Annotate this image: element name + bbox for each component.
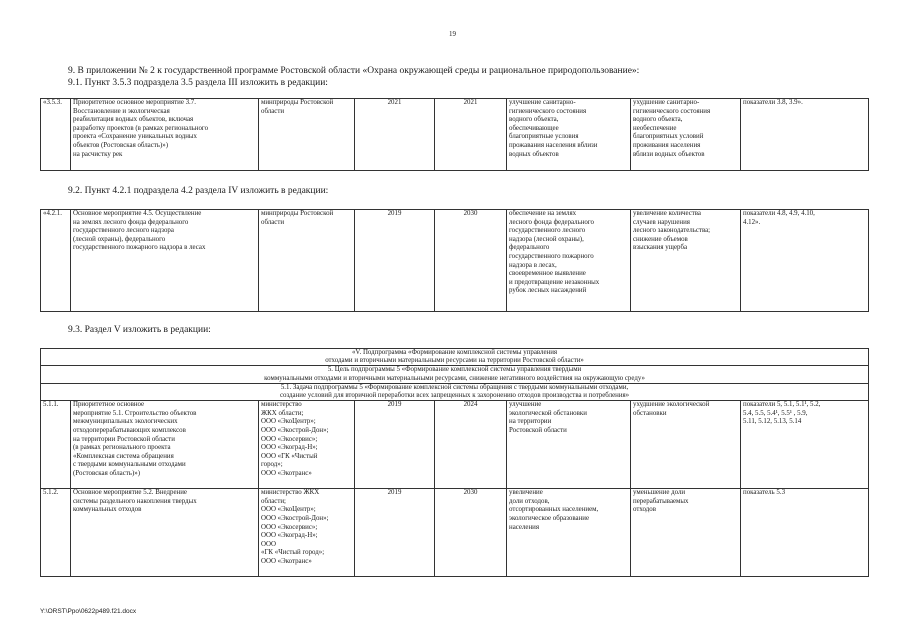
subprogram-task: 5.1. Задача подпрограммы 5 «Формирование комплексной системы обращения с твердыми коммунальными отходами, создание условий для вторичной переработки всех запрещенных к захоронению отходов производства и потребления» [41, 383, 869, 400]
table-section-v [40, 348, 869, 577]
non-implementation-consequence: ухудшение экологической обстановки [631, 401, 741, 489]
end-year: 2030 [435, 489, 507, 577]
non-implementation-consequence: увеличение количества случаев нарушения лесного законодательства; снижение объемов взыскания ущерба [631, 210, 741, 312]
executor: министерство ЖКХ области; ООО «ЭкоЦентр»; ООО «Экострой-Дон»; ООО «Экосервис»; ООО «Экоград-Н»; ООО «ГК «Чистый город»; ООО «Экотранс» [259, 489, 355, 577]
start-year: 2019 [355, 401, 435, 489]
expected-result: улучшение санитарно- гигиенического состояния водного объекта, обеспечивающее благоприятные условия прожавания населения вблизи водных объектов [507, 99, 631, 171]
row-number: «4.2.1. [41, 210, 71, 312]
non-implementation-consequence: ухудшение санитарно- гигиенического состояния водного объекта, необеспечение благоприятных условий проживания населения вблизи водных объектов [631, 99, 741, 171]
expected-result: обеспечение на землях лесного фонда федерального государственного лесного надзора (лесной охраны), федерального государственного пожарного надзора в лесах, своевременное выявление и предотвращение незаконных рубок лесных насаждений [507, 210, 631, 312]
executor: минприроды Ростовской области [259, 210, 355, 312]
executor: министерство ЖКХ области; ООО «ЭкоЦентр»; ООО «Экострой-Дон»; ООО «Экосервис»; ООО «Экоград-Н»; ООО «ГК «Чистый город»; ООО «Экотранс» [259, 401, 355, 489]
subsection-9-2-heading: 9.2. Пункт 4.2.1 подраздела 4.2 раздела IV изложить в редакции: [68, 186, 329, 196]
page-number: 19 [449, 30, 456, 38]
subsection-9-1-heading: 9.1. Пункт 3.5.3 подраздела 3.5 раздела III изложить в редакции: [68, 78, 328, 88]
event-name: Приоритетное основное мероприятие 5.1. Строительство объектов межмуниципальных экологических отходоперерабатывающих комплексов на территории Ростовской области (в рамках регионального проекта «Комплексная система обращения с твердыми коммунальными отходами (Ростовская область)») [71, 401, 259, 489]
row-number: «3.5.3. [41, 99, 71, 171]
section-header-row [41, 349, 869, 366]
subprogram-goal: 5. Цель подпрограммы 5 «Формирование комплексной системы управления твердыми коммунальными отходами и вторичными материальными ресурсами, снижение негативного воздействия на окружающую среду» [41, 366, 869, 383]
table-row [41, 99, 869, 171]
table-4-2-1 [40, 209, 869, 312]
subprogram-title: «V. Подпрограмма «Формирование комплексной системы управления отходами и вторичными материальными ресурсами на территории Ростовской области» [41, 349, 869, 366]
start-year: 2019 [355, 489, 435, 577]
event-name: Основное мероприятие 4.5. Осуществление на землях лесного фонда федерального государственного лесного надзора (лесной охраны), федерального государственного пожарного надзора в лесах [71, 210, 259, 312]
expected-result: улучшение экологической обстановки на территории Ростовской области [507, 401, 631, 489]
end-year: 2024 [435, 401, 507, 489]
indicators: показатели 3.8, 3.9». [741, 99, 869, 171]
expected-result: увеличение доли отходов, отсортированных населением, экологическое образование населения [507, 489, 631, 577]
executor: минприроды Ростовской области [259, 99, 355, 171]
table-3-5-3 [40, 98, 869, 171]
event-name: Основное мероприятие 5.2. Внедрение системы раздельного накопления твердых коммунальных отходов [71, 489, 259, 577]
non-implementation-consequence: уменьшение доли перерабатываемых отходов [631, 489, 741, 577]
table-row [41, 489, 869, 577]
section-9-heading: 9. В приложении № 2 к государственной программе Ростовской области «Охрана окружающей среды и рациональное природопользование»: [68, 66, 640, 76]
file-path-footer: Y:\ORST\Ppo\0622p489.f21.docx [40, 608, 137, 615]
end-year: 2021 [435, 99, 507, 171]
end-year: 2030 [435, 210, 507, 312]
goal-header-row [41, 366, 869, 383]
row-number: 5.1.2. [41, 489, 71, 577]
table-row [41, 401, 869, 489]
indicators: показатели 4.8, 4.9, 4.10, 4.12». [741, 210, 869, 312]
table-row [41, 210, 869, 312]
row-number: 5.1.1. [41, 401, 71, 489]
start-year: 2019 [355, 210, 435, 312]
task-header-row [41, 383, 869, 400]
subsection-9-3-heading: 9.3. Раздел V изложить в редакции: [68, 325, 211, 335]
start-year: 2021 [355, 99, 435, 171]
indicators: показатели 5, 5.1, 5.1¹, 5.2, 5.4, 5.5, 5.4¹, 5.5¹ , 5.9, 5.11, 5.12, 5.13, 5.14 [741, 401, 869, 489]
indicators: показатель 5.3 [741, 489, 869, 577]
event-name: Приоритетное основное мероприятие 3.7. Восстановление и экологическая реабилитация водных объектов, включая разработку проектов (в рамках регионального проекта «Сохранение уникальных водных объектов (Ростовская область)») на расчистку рек [71, 99, 259, 171]
